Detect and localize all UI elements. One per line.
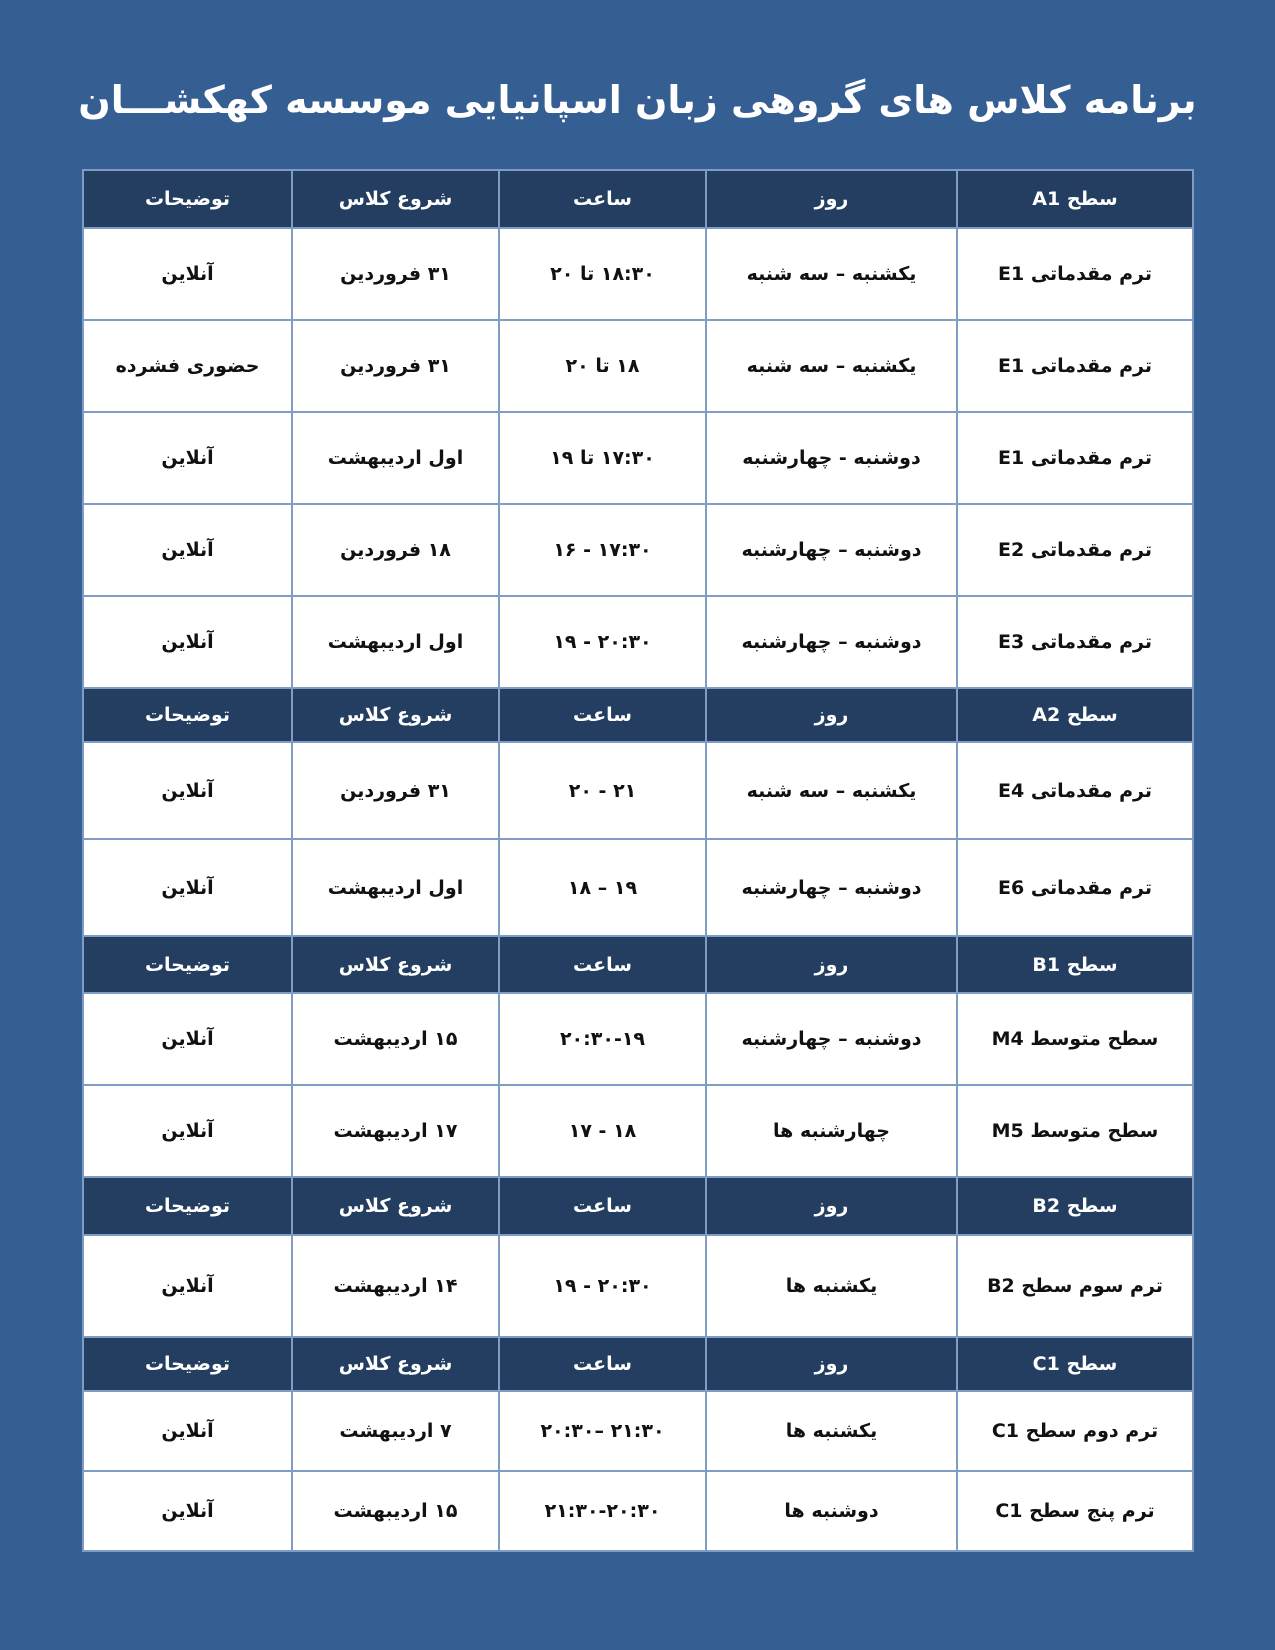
day-cell: یکشنبه – سه شنبه bbox=[706, 228, 957, 320]
term-cell: ترم مقدماتی E1 bbox=[957, 228, 1193, 320]
section-header-row bbox=[83, 170, 1193, 228]
start-cell: ۳۱ فروردین bbox=[292, 228, 499, 320]
page-title: برنامه کلاس های گروهی زبان اسپانیایی موسسه کهکشـــان bbox=[78, 78, 1197, 122]
term-cell: سطح متوسط M5 bbox=[957, 1085, 1193, 1177]
time-cell: ۱۹ – ۱۸ bbox=[499, 839, 706, 936]
day-header-cell: روز bbox=[706, 1177, 957, 1235]
term-cell: سطح متوسط M4 bbox=[957, 993, 1193, 1085]
notes-cell: حضوری فشرده bbox=[83, 320, 292, 412]
level-header-cell: سطح A2 bbox=[957, 688, 1193, 742]
table-row bbox=[83, 993, 1193, 1085]
day-cell: یکشنبه ها bbox=[706, 1235, 957, 1337]
day-cell: دوشنبه – چهارشنبه bbox=[706, 596, 957, 688]
term-cell: ترم مقدماتی E3 bbox=[957, 596, 1193, 688]
start-header-cell: شروع کلاس bbox=[292, 1337, 499, 1391]
day-header-cell: روز bbox=[706, 936, 957, 993]
table-row bbox=[83, 839, 1193, 936]
time-cell: ۲۱:۳۰-۲۰:۳۰ bbox=[499, 1471, 706, 1551]
start-cell: اول اردیبهشت bbox=[292, 596, 499, 688]
time-cell: ۲۰:۳۰ - ۱۹ bbox=[499, 1235, 706, 1337]
start-cell: اول اردیبهشت bbox=[292, 839, 499, 936]
level-header-cell: سطح B2 bbox=[957, 1177, 1193, 1235]
term-cell: ترم سوم سطح B2 bbox=[957, 1235, 1193, 1337]
start-cell: ۷ اردیبهشت bbox=[292, 1391, 499, 1471]
start-cell: ۳۱ فروردین bbox=[292, 742, 499, 839]
start-header-cell: شروع کلاس bbox=[292, 936, 499, 993]
day-cell: دوشنبه – چهارشنبه bbox=[706, 504, 957, 596]
level-header-cell: سطح B1 bbox=[957, 936, 1193, 993]
day-header-cell: روز bbox=[706, 1337, 957, 1391]
notes-header-cell: توضیحات bbox=[83, 1177, 292, 1235]
table-row bbox=[83, 320, 1193, 412]
start-header-cell: شروع کلاس bbox=[292, 170, 499, 228]
level-header-cell: سطح C1 bbox=[957, 1337, 1193, 1391]
time-header-cell: ساعت bbox=[499, 688, 706, 742]
day-cell: یکشنبه – سه شنبه bbox=[706, 742, 957, 839]
term-cell: ترم مقدماتی E6 bbox=[957, 839, 1193, 936]
time-cell: ۱۸:۳۰ تا ۲۰ bbox=[499, 228, 706, 320]
table-row bbox=[83, 1391, 1193, 1471]
table-row bbox=[83, 412, 1193, 504]
term-cell: ترم مقدماتی E1 bbox=[957, 320, 1193, 412]
notes-cell: آنلاین bbox=[83, 993, 292, 1085]
notes-header-cell: توضیحات bbox=[83, 1337, 292, 1391]
class-schedule-table bbox=[82, 169, 1194, 1552]
day-cell: یکشنبه ها bbox=[706, 1391, 957, 1471]
notes-cell: آنلاین bbox=[83, 1391, 292, 1471]
time-cell: ۲۱ - ۲۰ bbox=[499, 742, 706, 839]
time-cell: ۱۸ - ۱۷ bbox=[499, 1085, 706, 1177]
time-cell: ۱۷:۳۰ - ۱۶ bbox=[499, 504, 706, 596]
day-header-cell: روز bbox=[706, 688, 957, 742]
section-header-row bbox=[83, 1177, 1193, 1235]
time-cell: ۱۸ تا ۲۰ bbox=[499, 320, 706, 412]
start-cell: ۱۸ فروردین bbox=[292, 504, 499, 596]
time-header-cell: ساعت bbox=[499, 170, 706, 228]
day-cell: دوشنبه – چهارشنبه bbox=[706, 839, 957, 936]
section-header-row bbox=[83, 936, 1193, 993]
day-cell: دوشنبه - چهارشنبه bbox=[706, 412, 957, 504]
notes-cell: آنلاین bbox=[83, 839, 292, 936]
day-cell: چهارشنبه ها bbox=[706, 1085, 957, 1177]
day-cell: یکشنبه – سه شنبه bbox=[706, 320, 957, 412]
start-header-cell: شروع کلاس bbox=[292, 1177, 499, 1235]
start-cell: ۳۱ فروردین bbox=[292, 320, 499, 412]
time-cell: ۲۱:۳۰ –۲۰:۳۰ bbox=[499, 1391, 706, 1471]
time-header-cell: ساعت bbox=[499, 936, 706, 993]
time-cell: ۲۰:۳۰ - ۱۹ bbox=[499, 596, 706, 688]
level-header-cell: سطح A1 bbox=[957, 170, 1193, 228]
notes-cell: آنلاین bbox=[83, 1471, 292, 1551]
start-cell: ۱۴ اردیبهشت bbox=[292, 1235, 499, 1337]
term-cell: ترم دوم سطح C1 bbox=[957, 1391, 1193, 1471]
notes-cell: آنلاین bbox=[83, 1085, 292, 1177]
time-cell: ۱۷:۳۰ تا ۱۹ bbox=[499, 412, 706, 504]
start-header-cell: شروع کلاس bbox=[292, 688, 499, 742]
term-cell: ترم مقدماتی E4 bbox=[957, 742, 1193, 839]
start-cell: ۱۵ اردیبهشت bbox=[292, 993, 499, 1085]
day-cell: دوشنبه ها bbox=[706, 1471, 957, 1551]
table-row bbox=[83, 1235, 1193, 1337]
time-cell: ۲۰:۳۰-۱۹ bbox=[499, 993, 706, 1085]
time-header-cell: ساعت bbox=[499, 1337, 706, 1391]
section-header-row bbox=[83, 1337, 1193, 1391]
start-cell: ۱۵ اردیبهشت bbox=[292, 1471, 499, 1551]
day-header-cell: روز bbox=[706, 170, 957, 228]
notes-cell: آنلاین bbox=[83, 228, 292, 320]
table-row bbox=[83, 742, 1193, 839]
notes-header-cell: توضیحات bbox=[83, 688, 292, 742]
day-cell: دوشنبه – چهارشنبه bbox=[706, 993, 957, 1085]
notes-header-cell: توضیحات bbox=[83, 936, 292, 993]
table-row bbox=[83, 1085, 1193, 1177]
notes-cell: آنلاین bbox=[83, 742, 292, 839]
notes-cell: آنلاین bbox=[83, 504, 292, 596]
table-row bbox=[83, 228, 1193, 320]
start-cell: ۱۷ اردیبهشت bbox=[292, 1085, 499, 1177]
term-cell: ترم مقدماتی E2 bbox=[957, 504, 1193, 596]
table-row bbox=[83, 596, 1193, 688]
notes-cell: آنلاین bbox=[83, 596, 292, 688]
table-row bbox=[83, 504, 1193, 596]
table-row bbox=[83, 1471, 1193, 1551]
section-header-row bbox=[83, 688, 1193, 742]
time-header-cell: ساعت bbox=[499, 1177, 706, 1235]
start-cell: اول اردیبهشت bbox=[292, 412, 499, 504]
term-cell: ترم مقدماتی E1 bbox=[957, 412, 1193, 504]
term-cell: ترم پنج سطح C1 bbox=[957, 1471, 1193, 1551]
notes-cell: آنلاین bbox=[83, 412, 292, 504]
notes-cell: آنلاین bbox=[83, 1235, 292, 1337]
notes-header-cell: توضیحات bbox=[83, 170, 292, 228]
